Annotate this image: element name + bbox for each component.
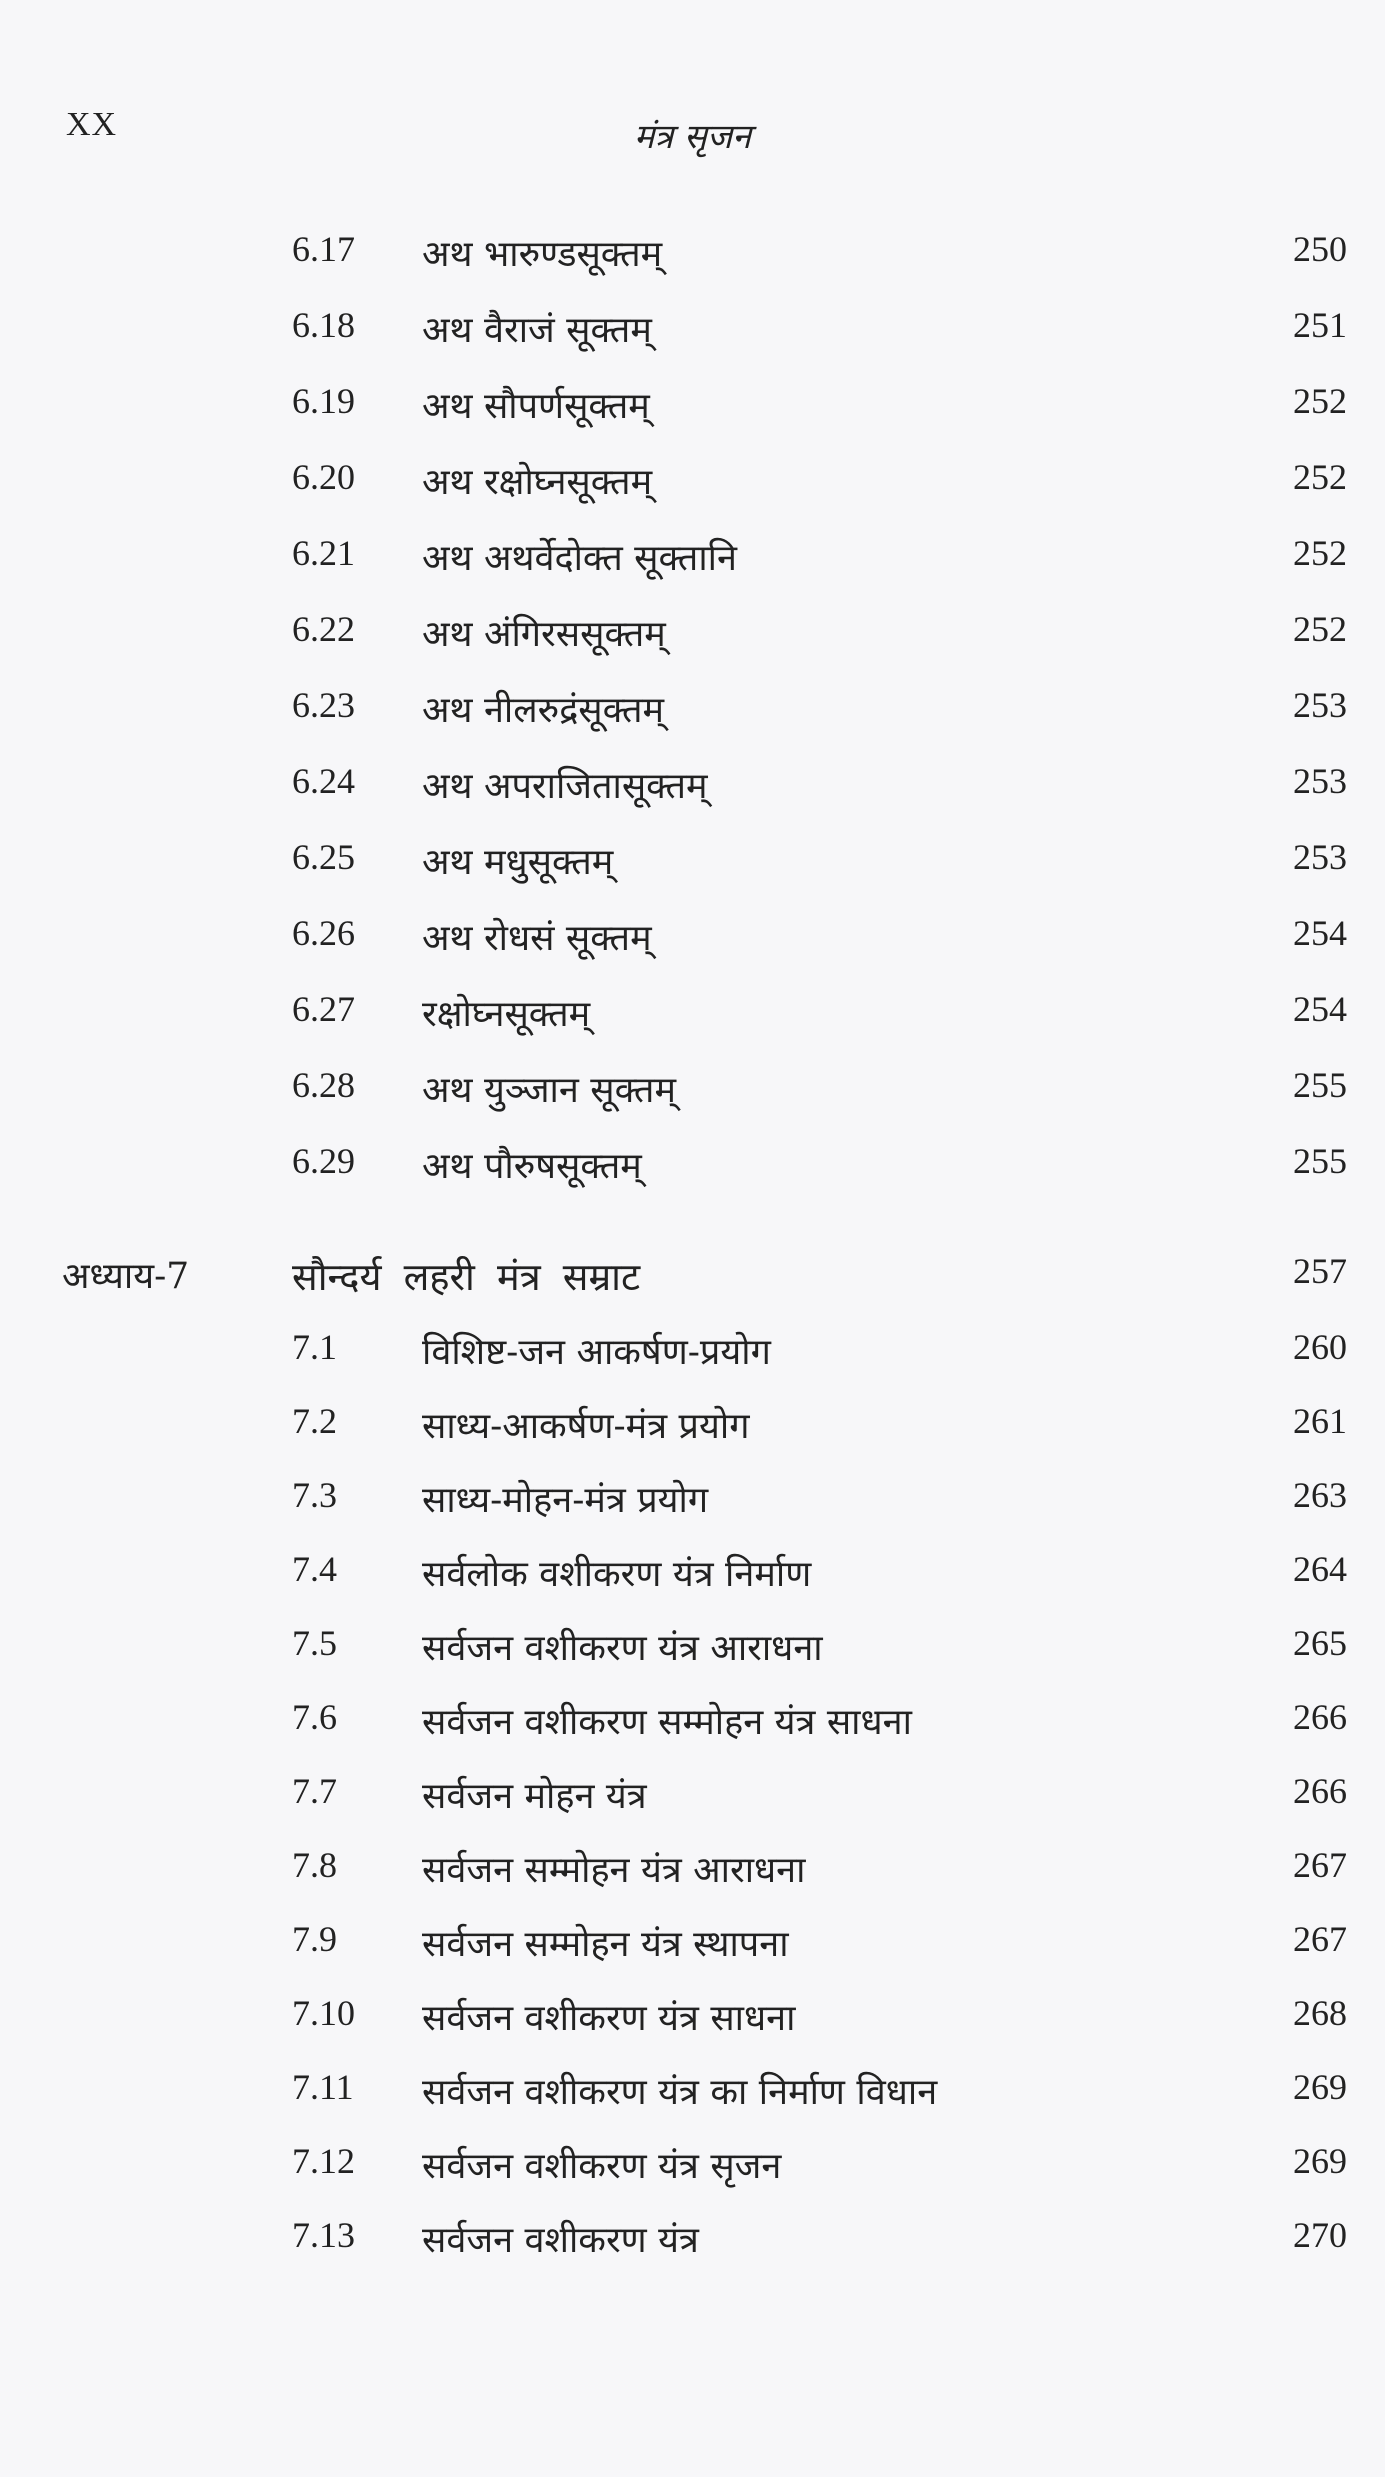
entry-number: 6.24 — [292, 761, 355, 801]
entry-number: 7.13 — [292, 2215, 355, 2255]
toc-entry — [0, 1064, 1385, 1124]
entry-number: 6.23 — [292, 685, 355, 725]
entry-title: अथ रक्षोघ्नसूक्तम् — [422, 462, 653, 503]
entry-number: 7.2 — [292, 1401, 337, 1441]
entry-number: 6.19 — [292, 381, 355, 421]
entry-page: 261 — [1293, 1401, 1347, 1441]
toc-entry — [0, 1326, 1385, 1386]
toc-entry — [0, 2214, 1385, 2274]
entry-number: 6.17 — [292, 229, 355, 269]
entry-page: 267 — [1293, 1919, 1347, 1959]
entry-page: 263 — [1293, 1475, 1347, 1515]
entry-page: 270 — [1293, 2215, 1347, 2255]
entry-title: सर्वजन वशीकरण यंत्र का निर्माण विधान — [422, 2072, 938, 2113]
entry-page: 266 — [1293, 1771, 1347, 1811]
toc-entry — [0, 1844, 1385, 1904]
toc-entry — [0, 1474, 1385, 1534]
toc-entry — [0, 760, 1385, 820]
entry-page: 253 — [1293, 685, 1347, 725]
entry-number: 6.22 — [292, 609, 355, 649]
entry-title: अथ अथर्वेदोक्त सूक्तानि — [422, 538, 737, 579]
entry-title: सर्वजन वशीकरण यंत्र — [422, 2220, 699, 2261]
toc-entry — [0, 608, 1385, 668]
toc-entry — [0, 456, 1385, 516]
entry-number: 6.29 — [292, 1141, 355, 1181]
entry-number: 7.11 — [292, 2067, 354, 2107]
entry-page: 260 — [1293, 1327, 1347, 1367]
toc-entry — [0, 1548, 1385, 1608]
entry-title: सर्वजन सम्मोहन यंत्र स्थापना — [422, 1924, 789, 1965]
entry-title: अथ अंगिरससूक्तम् — [422, 614, 666, 655]
entry-title: अथ मधुसूक्तम् — [422, 842, 614, 883]
entry-page: 251 — [1293, 305, 1347, 345]
entry-number: 7.12 — [292, 2141, 355, 2181]
entry-title: विशिष्ट-जन आकर्षण-प्रयोग — [422, 1332, 771, 1373]
entry-title: अथ भारुण्डसूक्तम् — [422, 234, 663, 275]
toc-entry — [0, 532, 1385, 592]
entry-page: 269 — [1293, 2067, 1347, 2107]
entry-number: 7.9 — [292, 1919, 337, 1959]
toc-entry — [0, 380, 1385, 440]
toc-entry — [0, 304, 1385, 364]
toc-entry — [0, 836, 1385, 896]
entry-page: 250 — [1293, 229, 1347, 269]
entry-title: सर्वजन वशीकरण यंत्र आराधना — [422, 1628, 823, 1669]
entry-page: 255 — [1293, 1141, 1347, 1181]
toc-entry — [0, 1992, 1385, 2052]
entry-title: साध्य-मोहन-मंत्र प्रयोग — [422, 1480, 709, 1521]
entry-page: 264 — [1293, 1549, 1347, 1589]
entry-number: 6.21 — [292, 533, 355, 573]
entry-page: 252 — [1293, 381, 1347, 421]
entry-title: सर्वजन मोहन यंत्र — [422, 1776, 647, 1817]
chapter-label: अध्याय-7 — [62, 1256, 190, 1297]
entry-page: 255 — [1293, 1065, 1347, 1105]
toc-entry — [0, 1918, 1385, 1978]
entry-title: साध्य-आकर्षण-मंत्र प्रयोग — [422, 1406, 750, 1447]
toc-entry — [0, 684, 1385, 744]
entry-page: 268 — [1293, 1993, 1347, 2033]
chapter-page: 257 — [1293, 1251, 1347, 1291]
entry-title: सर्वलोक वशीकरण यंत्र निर्माण — [422, 1554, 812, 1595]
toc-entry — [0, 2140, 1385, 2200]
toc-entry — [0, 1400, 1385, 1460]
entry-title: अथ वैराजं सूक्तम् — [422, 310, 652, 351]
entry-number: 6.20 — [292, 457, 355, 497]
entry-page: 254 — [1293, 989, 1347, 1029]
toc-entry — [0, 1696, 1385, 1756]
entry-page: 269 — [1293, 2141, 1347, 2181]
page-folio: XX — [66, 106, 118, 143]
entry-title: अथ युञ्जान सूक्तम् — [422, 1070, 676, 1111]
entry-number: 6.18 — [292, 305, 355, 345]
entry-page: 254 — [1293, 913, 1347, 953]
entry-page: 253 — [1293, 761, 1347, 801]
running-head: मंत्र सृजन — [634, 117, 751, 157]
toc-entry — [0, 1622, 1385, 1682]
entry-number: 7.4 — [292, 1549, 337, 1589]
toc-entry — [0, 1770, 1385, 1830]
entry-page: 253 — [1293, 837, 1347, 877]
entry-number: 7.1 — [292, 1327, 337, 1367]
entry-title: अथ नीलरुद्रंसूक्तम् — [422, 690, 664, 731]
entry-title: अथ सौपर्णसूक्तम् — [422, 386, 650, 427]
entry-title: अथ अपराजितासूक्तम् — [422, 766, 708, 807]
entry-title: रक्षोघ्नसूक्तम् — [422, 994, 591, 1035]
entry-title: सर्वजन वशीकरण यंत्र साधना — [422, 1998, 796, 2039]
entry-number: 7.10 — [292, 1993, 355, 2033]
toc-entry — [0, 988, 1385, 1048]
toc-entry — [0, 912, 1385, 972]
entry-page: 266 — [1293, 1697, 1347, 1737]
entry-number: 6.28 — [292, 1065, 355, 1105]
entry-page: 252 — [1293, 457, 1347, 497]
entry-page: 265 — [1293, 1623, 1347, 1663]
chapter-heading — [0, 1250, 1385, 1310]
entry-title: अथ रोधसं सूक्तम् — [422, 918, 652, 959]
entry-number: 7.5 — [292, 1623, 337, 1663]
entry-number: 7.8 — [292, 1845, 337, 1885]
entry-title: सर्वजन वशीकरण सम्मोहन यंत्र साधना — [422, 1702, 912, 1743]
entry-page: 252 — [1293, 609, 1347, 649]
entry-number: 7.3 — [292, 1475, 337, 1515]
entry-number: 7.6 — [292, 1697, 337, 1737]
entry-page: 267 — [1293, 1845, 1347, 1885]
entry-number: 6.26 — [292, 913, 355, 953]
toc-entry — [0, 228, 1385, 288]
chapter-title: सौन्दर्य लहरी मंत्र सम्राट — [292, 1255, 641, 1299]
entry-title: सर्वजन वशीकरण यंत्र सृजन — [422, 2146, 782, 2187]
entry-number: 6.27 — [292, 989, 355, 1029]
entry-number: 7.7 — [292, 1771, 337, 1811]
entry-number: 6.25 — [292, 837, 355, 877]
entry-title: अथ पौरुषसूक्तम् — [422, 1146, 642, 1187]
toc-entry — [0, 1140, 1385, 1200]
entry-title: सर्वजन सम्मोहन यंत्र आराधना — [422, 1850, 806, 1891]
toc-entry — [0, 2066, 1385, 2126]
entry-page: 252 — [1293, 533, 1347, 573]
